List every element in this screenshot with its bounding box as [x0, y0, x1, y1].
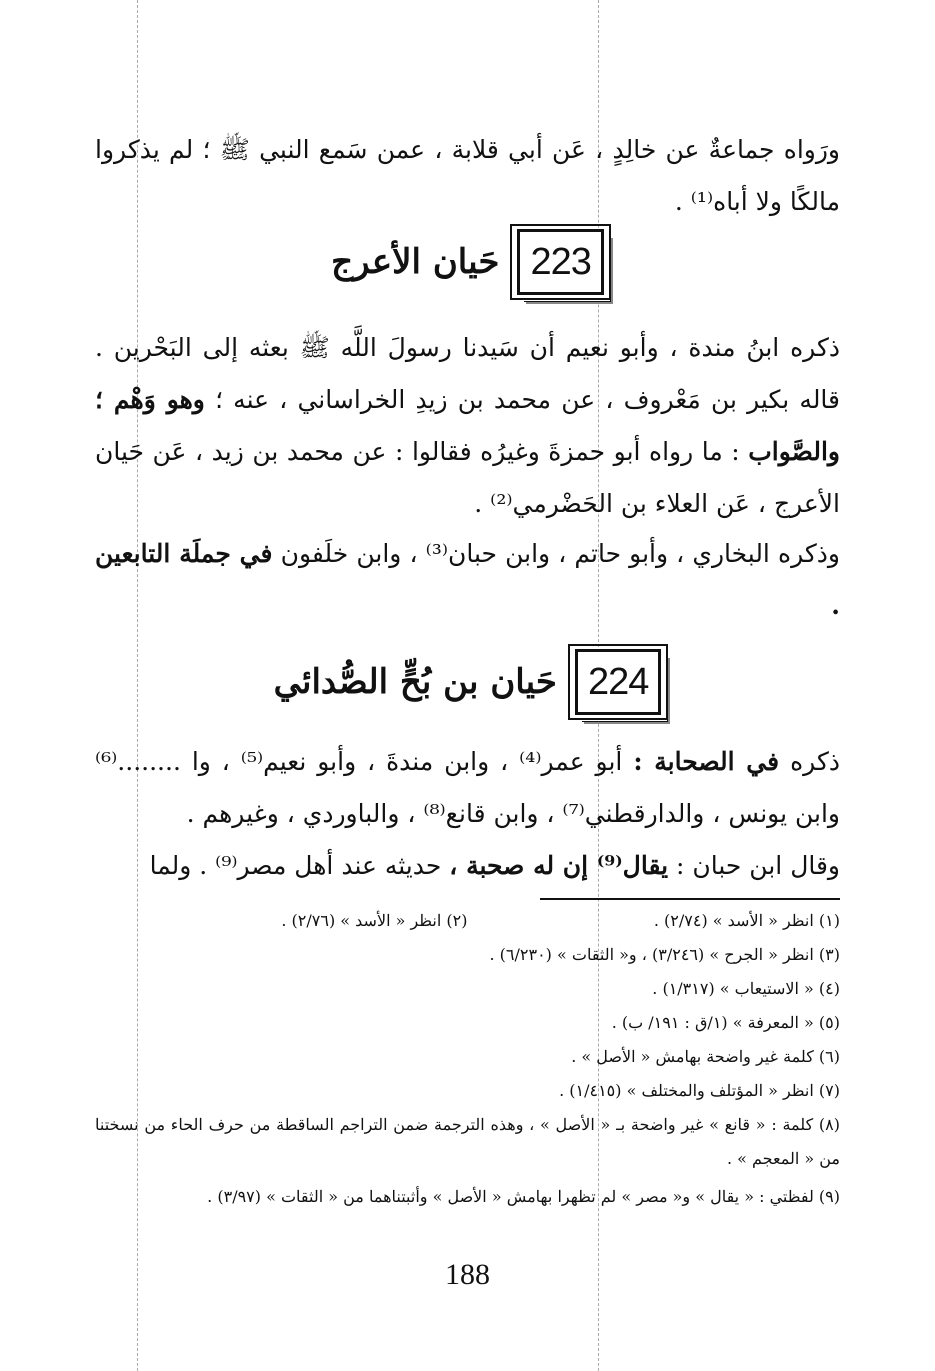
paragraph-entry-223	[95, 322, 840, 530]
footnote-9: (٩) لفظتي : « يقال » و« مصر » لم تظهرا بهامش « الأصل » وأثبتناهما من « الثقات » (٣/٩٧) .	[207, 1187, 840, 1206]
paragraph-bold-text: يقال⁽⁹⁾ إن له صحبة ،	[449, 851, 669, 880]
footnote-7: (٧) انظر « المؤتلف والمختلف » (١/٤١٥) .	[559, 1081, 840, 1100]
paragraph-bold-text: وهو وَهْم ؛ والصَّواب	[95, 385, 840, 466]
paragraph-text: وقال ابن حبان :	[676, 851, 840, 880]
paragraph-entry-224	[95, 736, 840, 840]
footnote-6: (٦) كلمة غير واضحة بهامش « الأصل » .	[571, 1047, 840, 1066]
footnote-3: (٣) انظر « الجرح » (٣/٢٤٦) ، و« الثقات » (٦/٢٣٠) .	[489, 945, 840, 964]
paragraph-bold-text: في الصحابة :	[633, 747, 780, 776]
footnote-4: (٤) « الاستيعاب » (١/٣١٧) .	[652, 979, 840, 998]
paragraph-text: : ما رواه أبو حمزةَ وغيرُه فقالوا : عن محمد بن زيد ، عَن حَيان الأعرج ، عَن العلاء بن الحَضْرمي⁽²⁾ .	[95, 437, 840, 518]
paragraph-text: ذكره	[790, 747, 840, 776]
footnote-8: (٨) كلمة : « قانع » غير واضحة بـ « الأصل » ، وهذه الترجمة ضمن التراجم الساقطة من حرف الحاء من نسختنا من « المعجم » .	[95, 1115, 840, 1168]
paragraph-text: ورَواه جماعةٌ عن خالِدٍ ، عَن أبي قلابة ، عمن سَمع النبي ﷺ ؛ لم يذكروا مالكًا ولا أباه⁽¹⁾ .	[95, 135, 840, 216]
footnote-separator	[540, 898, 840, 900]
footnote-1: (١) انظر « الأسد » (٢/٧٤) .	[653, 911, 840, 930]
entry-number-box	[575, 649, 661, 715]
paragraph-entry-224-ibn-hibban	[95, 840, 840, 892]
entry-number: 223	[530, 241, 591, 283]
paragraph-entry-223-sources	[95, 528, 840, 632]
entry-number-box	[517, 229, 603, 295]
footnote-row	[95, 904, 840, 938]
footnote-5: (٥) « المعرفة » (١/ق : ١٩١/ ب) .	[611, 1013, 840, 1032]
paragraph-text: أبو عمر⁽⁴⁾ ، وابن مندةَ ، وأبو نعيم⁽⁵⁾ ، وا ........⁽⁶⁾ وابن يونس ، والدارقطني⁽⁷⁾ ، وابن قانع⁽⁸⁾ ، والباوردي ، وغيرهم .	[95, 747, 840, 828]
paragraph-intro	[95, 124, 840, 228]
footnote-2: (٢) انظر « الأسد » (٢/٧٦) .	[281, 911, 468, 930]
entry-title: حَيان بن بُحٍّ الصُّدائي	[273, 662, 557, 702]
entry-title: حَيان الأعرج	[331, 242, 500, 282]
paragraph-bold-text: في جملَة التابعين .	[95, 539, 840, 620]
entry-heading-223	[0, 222, 935, 302]
entry-heading-224	[0, 642, 935, 722]
paragraph-text: حديثه عند أهل مصر⁽⁹⁾ . ولما	[149, 851, 442, 880]
paragraph-text: وذكره البخاري ، وأبو حاتم ، وابن حبان⁽³⁾ ، وابن خلَفون	[280, 539, 840, 568]
page-number: 188	[445, 1258, 490, 1291]
entry-number: 224	[587, 661, 649, 703]
paragraph-text: ذكره ابنُ مندة ، وأبو نعيم أن سَيدنا رسولَ اللَّه ﷺ بعثه إلى البَحْرين . قاله بكير بن مَعْروف ، عن محمد بن زيدِ الخراساني ، عنه ؛	[95, 333, 841, 414]
